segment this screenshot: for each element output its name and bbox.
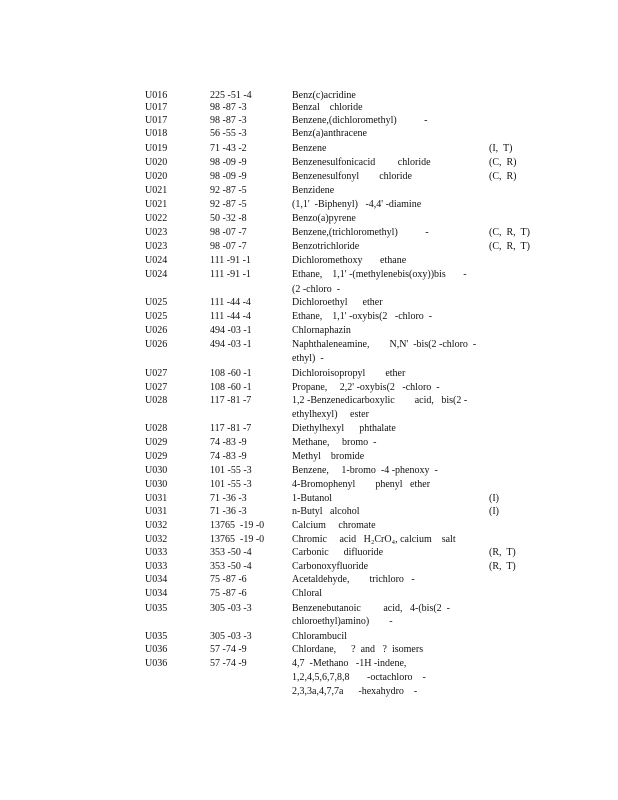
substance-name-cell: Dichloroethyl ether bbox=[292, 297, 383, 308]
substance-name-cell: Chlordane, ? and ? isomers bbox=[292, 644, 424, 655]
cas-number-cell: 13765 -19 -0 bbox=[210, 534, 265, 545]
hazard-code-cell: (C, R, T) bbox=[489, 241, 530, 252]
substance-name-cell: Benzenesulfonyl chloride bbox=[292, 171, 412, 182]
cas-number-cell: 117 -81 -7 bbox=[210, 423, 252, 434]
waste-code-cell: U034 bbox=[145, 574, 168, 585]
cas-number-cell: 101 -55 -3 bbox=[210, 479, 252, 490]
substance-name-cell: Dichloromethoxy ethane bbox=[292, 255, 407, 266]
waste-code-cell: U027 bbox=[145, 382, 168, 393]
waste-code-cell: U032 bbox=[145, 520, 168, 531]
substance-name-cell: Dichloroisopropyl ether bbox=[292, 368, 406, 379]
cas-number-cell: 75 -87 -6 bbox=[210, 574, 247, 585]
hazard-code-cell: (C, R, T) bbox=[489, 227, 530, 238]
cas-number-cell: 75 -87 -6 bbox=[210, 588, 247, 599]
cas-number-cell: 111 -91 -1 bbox=[210, 255, 251, 266]
cas-number-cell: 13765 -19 -0 bbox=[210, 520, 265, 531]
substance-name-cell: 1-Butanol bbox=[292, 493, 332, 504]
cas-number-cell: 98 -09 -9 bbox=[210, 171, 247, 182]
substance-name-cell: Propane, 2,2' -oxybis(2 -chloro - bbox=[292, 382, 440, 393]
waste-code-cell: U025 bbox=[145, 297, 168, 308]
waste-code-cell: U035 bbox=[145, 603, 168, 614]
cas-number-cell: 108 -60 -1 bbox=[210, 382, 252, 393]
substance-name-cell: n-Butyl alcohol bbox=[292, 506, 360, 517]
substance-name-cell: Chromic acid H₂CrO₄, calcium salt bbox=[292, 534, 456, 545]
substance-name-cell: Chloral bbox=[292, 588, 322, 599]
substance-name-cell: Benzidene bbox=[292, 185, 335, 196]
substance-name-cell: Benzo(a)pyrene bbox=[292, 213, 356, 224]
waste-code-cell: U029 bbox=[145, 437, 168, 448]
substance-name-cell: Naphthaleneamine, N,N' -bis(2 -chloro - bbox=[292, 339, 477, 350]
substance-name-cell: 4-Bromophenyl phenyl ether bbox=[292, 479, 431, 490]
waste-code-cell: U031 bbox=[145, 506, 168, 517]
cas-number-cell: 98 -87 -3 bbox=[210, 115, 247, 126]
substance-name-cell: ethylhexyl) ester bbox=[292, 409, 369, 420]
substance-name-cell: ethyl) - bbox=[292, 353, 324, 364]
waste-code-cell: U036 bbox=[145, 644, 168, 655]
waste-code-cell: U036 bbox=[145, 658, 168, 669]
cas-number-cell: 50 -32 -8 bbox=[210, 213, 247, 224]
waste-code-cell: U027 bbox=[145, 368, 168, 379]
substance-name-cell: Chlornaphazin bbox=[292, 325, 351, 336]
substance-name-cell: (2 -chloro - bbox=[292, 284, 341, 295]
cas-number-cell: 98 -09 -9 bbox=[210, 157, 247, 168]
waste-code-cell: U028 bbox=[145, 423, 168, 434]
waste-code-cell: U031 bbox=[145, 493, 168, 504]
waste-code-cell: U021 bbox=[145, 199, 168, 210]
cas-number-cell: 111 -91 -1 bbox=[210, 269, 251, 280]
hazard-code-cell: (R, T) bbox=[489, 561, 516, 572]
cas-number-cell: 57 -74 -9 bbox=[210, 644, 247, 655]
cas-number-cell: 101 -55 -3 bbox=[210, 465, 252, 476]
cas-number-cell: 353 -50 -4 bbox=[210, 547, 252, 558]
waste-code-cell: U018 bbox=[145, 128, 168, 139]
cas-number-cell: 92 -87 -5 bbox=[210, 199, 247, 210]
substance-name-cell: Acetaldehyde, trichloro - bbox=[292, 574, 415, 585]
waste-code-cell: U035 bbox=[145, 631, 168, 642]
cas-number-cell: 98 -07 -7 bbox=[210, 241, 247, 252]
waste-code-cell: U032 bbox=[145, 534, 168, 545]
cas-number-cell: 74 -83 -9 bbox=[210, 451, 247, 462]
waste-code-cell: U023 bbox=[145, 241, 168, 252]
waste-code-cell: U033 bbox=[145, 547, 168, 558]
waste-code-cell: U024 bbox=[145, 269, 168, 280]
cas-number-cell: 108 -60 -1 bbox=[210, 368, 252, 379]
waste-code-cell: U033 bbox=[145, 561, 168, 572]
hazard-code-cell: (R, T) bbox=[489, 547, 516, 558]
cas-number-cell: 117 -81 -7 bbox=[210, 395, 252, 406]
substance-name-cell: Diethylhexyl phthalate bbox=[292, 423, 396, 434]
hazard-code-cell: (C, R) bbox=[489, 171, 517, 182]
waste-code-cell: U030 bbox=[145, 479, 168, 490]
waste-code-cell: U017 bbox=[145, 102, 168, 113]
substance-name-cell: Benz(c)acridine bbox=[292, 90, 356, 101]
substance-name-cell: Benzal chloride bbox=[292, 102, 363, 113]
waste-code-cell: U017 bbox=[145, 115, 168, 126]
waste-code-cell: U030 bbox=[145, 465, 168, 476]
cas-number-cell: 71 -36 -3 bbox=[210, 506, 247, 517]
substance-name-cell: Benzene,(dichloromethyl) - bbox=[292, 115, 428, 126]
cas-number-cell: 71 -43 -2 bbox=[210, 143, 247, 154]
waste-code-cell: U029 bbox=[145, 451, 168, 462]
cas-number-cell: 494 -03 -1 bbox=[210, 339, 252, 350]
waste-code-cell: U022 bbox=[145, 213, 168, 224]
cas-number-cell: 111 -44 -4 bbox=[210, 297, 251, 308]
cas-number-cell: 225 -51 -4 bbox=[210, 90, 252, 101]
substance-name-cell: Methane, bromo - bbox=[292, 437, 377, 448]
substance-name-cell: Ethane, 1,1' -(methylenebis(oxy))bis - bbox=[292, 269, 467, 280]
cas-number-cell: 98 -87 -3 bbox=[210, 102, 247, 113]
hazard-code-cell: (I, T) bbox=[489, 143, 513, 154]
waste-code-cell: U020 bbox=[145, 171, 168, 182]
substance-name-cell: Carbonoxyfluoride bbox=[292, 561, 369, 572]
substance-name-cell: 1,2,4,5,6,7,8,8 -octachloro - bbox=[292, 672, 426, 683]
substance-name-cell: Carbonic difluoride bbox=[292, 547, 384, 558]
waste-code-cell: U026 bbox=[145, 339, 168, 350]
substance-name-cell: Benzotrichloride bbox=[292, 241, 360, 252]
hazard-code-cell: (I) bbox=[489, 506, 499, 517]
cas-number-cell: 74 -83 -9 bbox=[210, 437, 247, 448]
substance-name-cell: Methyl bromide bbox=[292, 451, 365, 462]
substance-name-cell: Benzenesulfonicacid chloride bbox=[292, 157, 431, 168]
substance-name-cell: (1,1' -Biphenyl) -4,4' -diamine bbox=[292, 199, 422, 210]
waste-code-cell: U021 bbox=[145, 185, 168, 196]
substance-name-cell: Benzene, 1-bromo -4 -phenoxy - bbox=[292, 465, 438, 476]
cas-number-cell: 57 -74 -9 bbox=[210, 658, 247, 669]
cas-number-cell: 98 -07 -7 bbox=[210, 227, 247, 238]
cas-number-cell: 305 -03 -3 bbox=[210, 603, 252, 614]
cas-number-cell: 71 -36 -3 bbox=[210, 493, 247, 504]
waste-code-cell: U019 bbox=[145, 143, 168, 154]
hazard-code-cell: (C, R) bbox=[489, 157, 517, 168]
substance-name-cell: Ethane, 1,1' -oxybis(2 -chloro - bbox=[292, 311, 433, 322]
waste-code-cell: U026 bbox=[145, 325, 168, 336]
substance-name-cell: 4,7 -Methano -1H -indene, bbox=[292, 658, 407, 669]
substance-name-cell: Benzene,(trichloromethyl) - bbox=[292, 227, 429, 238]
hazard-code-cell: (I) bbox=[489, 493, 499, 504]
substance-name-cell: Benz(a)anthracene bbox=[292, 128, 367, 139]
waste-code-cell: U034 bbox=[145, 588, 168, 599]
substance-name-cell: 1,2 -Benzenedicarboxylic acid, bis(2 - bbox=[292, 395, 468, 406]
waste-code-cell: U016 bbox=[145, 90, 168, 101]
substance-name-cell: Calcium chromate bbox=[292, 520, 376, 531]
cas-number-cell: 92 -87 -5 bbox=[210, 185, 247, 196]
substance-name-cell: Benzenebutanoic acid, 4-(bis(2 - bbox=[292, 603, 451, 614]
substance-name-cell: chloroethyl)amino) - bbox=[292, 616, 393, 627]
waste-code-cell: U020 bbox=[145, 157, 168, 168]
cas-number-cell: 305 -03 -3 bbox=[210, 631, 252, 642]
cas-number-cell: 111 -44 -4 bbox=[210, 311, 251, 322]
waste-code-cell: U025 bbox=[145, 311, 168, 322]
cas-number-cell: 56 -55 -3 bbox=[210, 128, 247, 139]
waste-code-cell: U024 bbox=[145, 255, 168, 266]
substance-name-cell: Chlorambucil bbox=[292, 631, 347, 642]
waste-code-cell: U023 bbox=[145, 227, 168, 238]
waste-code-cell: U028 bbox=[145, 395, 168, 406]
substance-name-cell: 2,3,3a,4,7,7a -hexahydro - bbox=[292, 686, 418, 697]
substance-name-cell: Benzene bbox=[292, 143, 327, 154]
cas-number-cell: 353 -50 -4 bbox=[210, 561, 252, 572]
cas-number-cell: 494 -03 -1 bbox=[210, 325, 252, 336]
